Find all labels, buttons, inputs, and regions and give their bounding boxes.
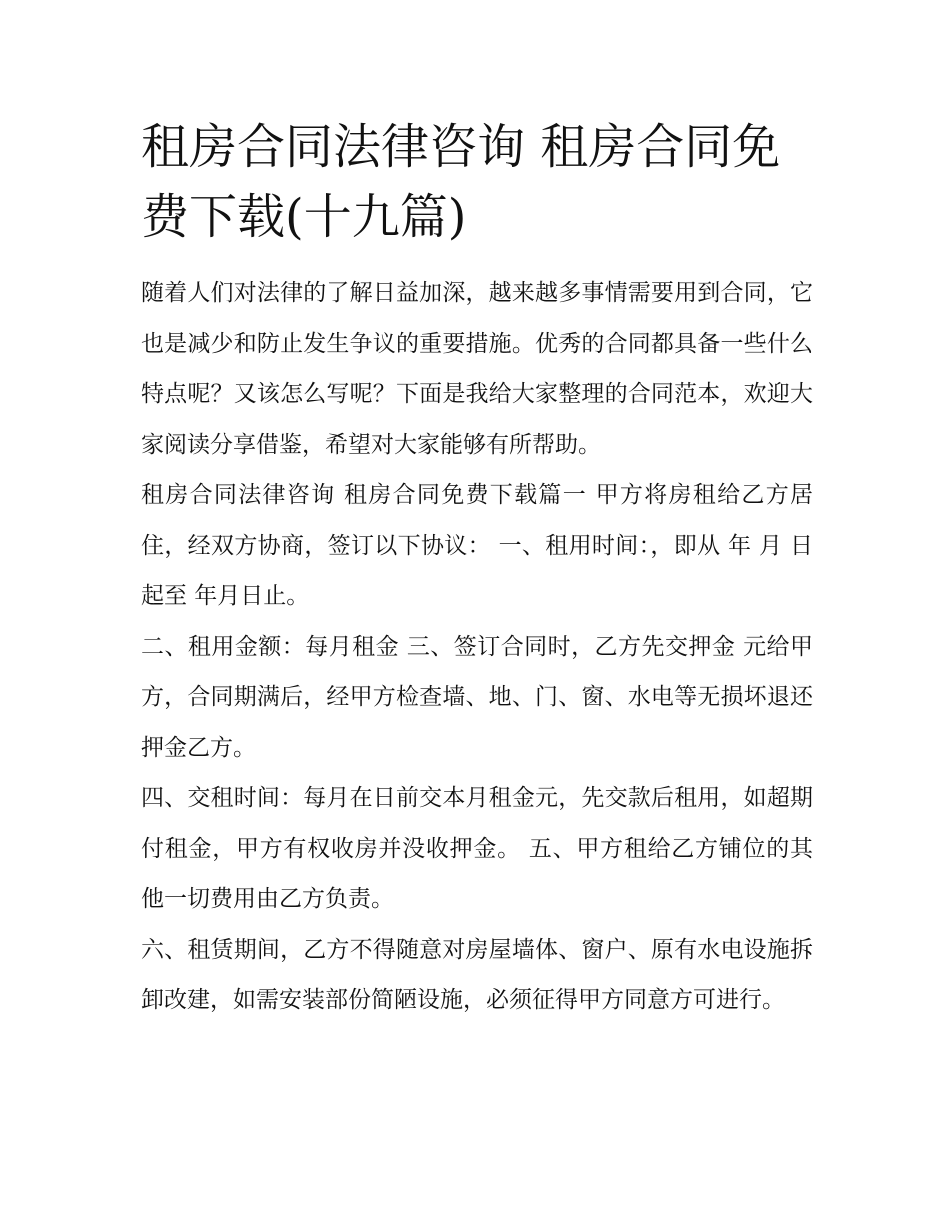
- paragraph-article-4-5: 四、交租时间：每月在日前交本月租金元，先交款后租用，如超期付租金，甲方有权收房并没收押金。 五、甲方租给乙方铺位的其他一切费用由乙方负责。: [141, 785, 813, 912]
- paragraph-article-6: 六、租赁期间，乙方不得随意对房屋墙体、窗户、原有水电设施拆卸改建，如需安装部份简陋设施，必须征得甲方同意方可进行。: [141, 936, 813, 1013]
- document-title: 租房合同法律咨询 租房合同免费下载(十九篇): [141, 119, 781, 245]
- paragraph-article-2-3: 二、租用金额：每月租金 三、签订合同时，乙方先交押金 元给甲方，合同期满后，经甲方检查墙、地、门、窗、水电等无损坏退还押金乙方。: [141, 633, 813, 761]
- paragraph-article-1: 租房合同法律咨询 租房合同免费下载篇一 甲方将房租给乙方居住，经双方协商，签订以下协议： 一、租用时间：，即从 年 月 日起至 年月日止。: [141, 482, 813, 609]
- document-page: [141, 112, 813, 1026]
- document-body: [141, 268, 813, 1026]
- intro-paragraph: 随着人们对法律的了解日益加深，越来越多事情需要用到合同，它也是减少和防止发生争议的重要措施。优秀的合同都具备一些什么特点呢？又该怎么写呢？下面是我给大家整理的合同范本，欢迎大家阅读分享借鉴，希望对大家能够有所帮助。: [141, 280, 813, 458]
